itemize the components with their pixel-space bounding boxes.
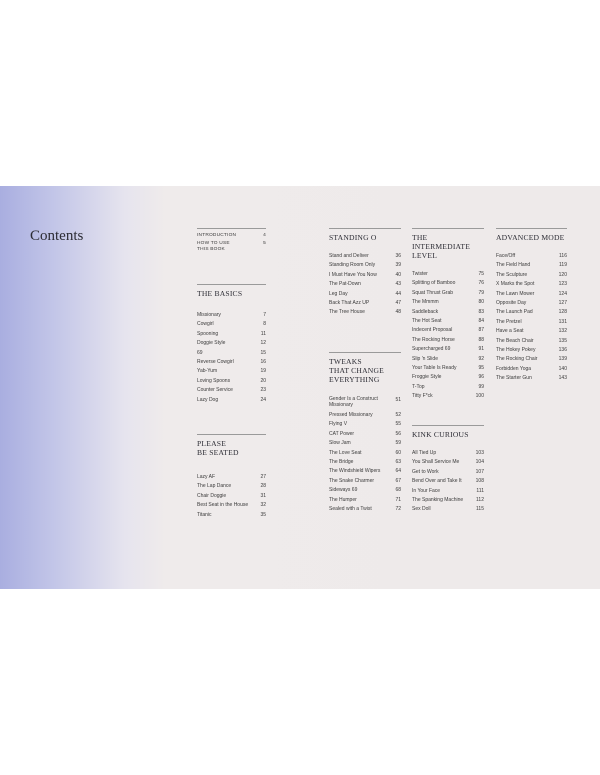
entry-label: The Windshield Wipers bbox=[329, 468, 381, 475]
entry-page: 112 bbox=[476, 497, 484, 504]
entry-page: 64 bbox=[395, 468, 401, 475]
entry-page: 91 bbox=[478, 346, 484, 353]
entry-label: Bend Over and Take It bbox=[412, 478, 462, 485]
entry-label: In Your Face bbox=[412, 487, 441, 494]
toc-entry[interactable] bbox=[412, 505, 484, 514]
entry-page: 72 bbox=[395, 506, 401, 513]
section-heading bbox=[412, 233, 484, 260]
entry-label: The Hot Seat bbox=[412, 318, 442, 325]
toc-entry[interactable] bbox=[197, 396, 266, 405]
entry-label: Spooning bbox=[197, 330, 219, 337]
entry-label: Pressed Missionary bbox=[329, 412, 373, 418]
entry-page: 31 bbox=[260, 492, 266, 499]
entry-page: 43 bbox=[395, 281, 401, 288]
toc-entry[interactable] bbox=[329, 420, 401, 429]
toc-entry[interactable] bbox=[197, 473, 266, 482]
entry-label: Loving Spoons bbox=[197, 377, 231, 384]
entry-list bbox=[197, 473, 266, 520]
heading-line: TWEAKS bbox=[329, 357, 362, 366]
section-standing bbox=[329, 228, 401, 318]
toc-entry[interactable] bbox=[412, 355, 484, 364]
toc-entry[interactable] bbox=[329, 449, 401, 458]
entry-page: 5 bbox=[263, 241, 266, 246]
entry-label: Titty F*ck bbox=[412, 393, 433, 400]
toc-entry[interactable] bbox=[412, 317, 484, 326]
toc-entry[interactable] bbox=[329, 261, 401, 270]
entry-page: 16 bbox=[260, 359, 266, 366]
toc-entry[interactable] bbox=[197, 492, 266, 501]
toc-entry[interactable] bbox=[329, 477, 401, 486]
entry-label: The Rocking Chair bbox=[496, 356, 538, 363]
entry-label: CAT Power bbox=[329, 430, 355, 437]
divider bbox=[329, 228, 401, 229]
toc-entry[interactable] bbox=[496, 308, 567, 317]
entry-label: Twister bbox=[412, 271, 428, 277]
entry-label: Splitting of Bamboo bbox=[412, 280, 456, 287]
entry-label: Lazy AF bbox=[197, 474, 216, 480]
entry-label: The Love Seat bbox=[329, 449, 362, 456]
heading-line: EVERYTHING bbox=[329, 375, 380, 384]
entry-label: The Tree House bbox=[329, 309, 365, 316]
entry-page: 143 bbox=[558, 375, 567, 382]
entry-label: The Starter Gun bbox=[496, 375, 532, 382]
toc-entry[interactable] bbox=[197, 358, 266, 367]
entry-page: 35 bbox=[260, 511, 266, 518]
entry-list bbox=[496, 252, 567, 384]
entry-page: 8 bbox=[263, 321, 266, 328]
toc-entry[interactable] bbox=[412, 336, 484, 345]
section-kink bbox=[412, 425, 484, 515]
toc-entry[interactable] bbox=[329, 467, 401, 476]
heading-line: PLEASE bbox=[197, 439, 227, 448]
entry-label: Slip 'n Slide bbox=[412, 355, 438, 362]
toc-entry[interactable] bbox=[197, 339, 266, 348]
entry-list bbox=[412, 449, 484, 515]
toc-entry[interactable] bbox=[197, 311, 266, 320]
divider bbox=[197, 434, 266, 435]
toc-entry[interactable] bbox=[329, 411, 401, 420]
entry-page: 4 bbox=[263, 233, 266, 238]
entry-label: Back That Azz UP bbox=[329, 300, 370, 307]
entry-label: The Hokey Pokey bbox=[496, 347, 536, 354]
entry-page: 75 bbox=[478, 271, 484, 277]
toc-entry[interactable] bbox=[412, 449, 484, 458]
toc-entry[interactable] bbox=[412, 345, 484, 354]
entry-label: Froggie Style bbox=[412, 374, 442, 381]
entry-page: 115 bbox=[476, 506, 484, 513]
toc-entry[interactable] bbox=[197, 349, 266, 358]
entry-label: The Pretzel bbox=[496, 318, 522, 325]
entry-label: The Lap Dance bbox=[197, 483, 232, 490]
toc-entry[interactable] bbox=[329, 496, 401, 505]
section-seated bbox=[197, 434, 266, 520]
toc-entry[interactable] bbox=[496, 318, 567, 327]
entry-page: 80 bbox=[478, 299, 484, 306]
entry-label: Squat Thrust Grab bbox=[412, 289, 454, 296]
toc-entry[interactable] bbox=[412, 308, 484, 317]
entry-page: 124 bbox=[558, 290, 567, 297]
toc-entry[interactable] bbox=[197, 330, 266, 339]
entry-page: 87 bbox=[478, 327, 484, 334]
entry-page: 52 bbox=[395, 412, 401, 418]
toc-entry[interactable] bbox=[329, 458, 401, 467]
divider bbox=[412, 425, 484, 426]
entry-label: 69 bbox=[197, 349, 203, 356]
entry-page: 79 bbox=[478, 289, 484, 296]
entry-label: Sealed with a Twist bbox=[329, 506, 372, 513]
entry-page: 44 bbox=[395, 290, 401, 297]
entry-label: Face/Off bbox=[496, 253, 516, 259]
entry-label: Missionary bbox=[197, 312, 221, 318]
entry-page: 48 bbox=[395, 309, 401, 316]
toc-entry[interactable] bbox=[496, 261, 567, 270]
entry-page: 111 bbox=[476, 487, 484, 494]
entry-label: HOW TO USE THIS BOOK bbox=[197, 241, 230, 252]
section-heading: KINK CURIOUS bbox=[412, 430, 469, 439]
entry-label: The Lawn Mower bbox=[496, 290, 535, 297]
toc-entry[interactable] bbox=[197, 233, 266, 239]
entry-page: 20 bbox=[260, 377, 266, 384]
toc-entry[interactable] bbox=[412, 279, 484, 288]
entry-label: I Must Have You Now bbox=[329, 271, 377, 278]
entry-label: The Field Hand bbox=[496, 262, 531, 269]
toc-entry[interactable] bbox=[329, 280, 401, 289]
toc-entry[interactable] bbox=[412, 392, 484, 401]
entry-label: Saddleback bbox=[412, 308, 439, 315]
entry-label: Sideways 69 bbox=[329, 487, 358, 494]
entry-label: All Tied Up bbox=[412, 450, 437, 456]
entry-page: 24 bbox=[260, 396, 266, 403]
entry-page: 36 bbox=[395, 253, 401, 259]
entry-label: Have a Seat bbox=[496, 328, 524, 335]
toc-entry[interactable] bbox=[496, 252, 567, 261]
toc-entry[interactable] bbox=[329, 430, 401, 439]
toc-entry[interactable] bbox=[329, 505, 401, 514]
intro-section bbox=[197, 228, 266, 255]
divider bbox=[329, 352, 401, 353]
divider bbox=[197, 284, 266, 285]
toc-entry[interactable] bbox=[412, 298, 484, 307]
toc-entry[interactable] bbox=[496, 290, 567, 299]
entry-page: 119 bbox=[559, 262, 567, 269]
entry-page: 128 bbox=[558, 309, 567, 316]
section-intermediate bbox=[412, 228, 484, 402]
entry-page: 12 bbox=[260, 340, 266, 347]
entry-page: 104 bbox=[475, 459, 484, 466]
entry-label: The Humper bbox=[329, 496, 357, 503]
entry-page: 60 bbox=[395, 449, 401, 456]
entry-label: Titanic bbox=[197, 511, 212, 518]
entry-list bbox=[197, 311, 266, 405]
entry-label: Lazy Dog bbox=[197, 396, 219, 403]
toc-entry[interactable] bbox=[197, 320, 266, 329]
entry-label: Slow Jam bbox=[329, 440, 351, 447]
entry-label: The Spanking Machine bbox=[412, 497, 464, 504]
entry-label: Indecent Proposal bbox=[412, 327, 453, 334]
toc-entry[interactable] bbox=[412, 326, 484, 335]
entry-page: 7 bbox=[263, 312, 266, 318]
entry-page: 131 bbox=[558, 318, 567, 325]
toc-entry[interactable] bbox=[197, 241, 266, 253]
entry-label: Leg Day bbox=[329, 290, 348, 297]
entry-label: Your Table Is Ready bbox=[412, 365, 457, 372]
toc-entry[interactable] bbox=[197, 377, 266, 386]
section-heading: ADVANCED MODE bbox=[496, 233, 565, 242]
toc-entry[interactable] bbox=[412, 468, 484, 477]
toc-entry[interactable] bbox=[329, 396, 401, 408]
entry-page: 84 bbox=[478, 318, 484, 325]
entry-label: Forbidden Yoga bbox=[496, 365, 532, 372]
entry-page: 92 bbox=[478, 355, 484, 362]
entry-page: 40 bbox=[395, 271, 401, 278]
toc-entry[interactable] bbox=[496, 374, 567, 383]
entry-page: 11 bbox=[260, 330, 266, 337]
entry-page: 28 bbox=[260, 483, 266, 490]
entry-label: Best Seat in the House bbox=[197, 502, 249, 509]
section-advanced bbox=[496, 228, 567, 384]
entry-label: The Snake Charmer bbox=[329, 477, 375, 484]
toc-entry[interactable] bbox=[329, 308, 401, 317]
toc-entry[interactable] bbox=[496, 299, 567, 308]
toc-entry[interactable] bbox=[329, 486, 401, 495]
heading-line: THAT CHANGE bbox=[329, 366, 385, 375]
entry-page: 67 bbox=[395, 477, 401, 484]
entry-label: The Beach Chair bbox=[496, 337, 534, 344]
entry-page: 51 bbox=[395, 397, 401, 403]
entry-page: 19 bbox=[260, 368, 266, 375]
entry-label: X Marks the Spot bbox=[496, 281, 535, 288]
entry-list bbox=[329, 252, 401, 318]
entry-page: 120 bbox=[558, 271, 567, 278]
toc-entry[interactable] bbox=[412, 270, 484, 279]
toc-entry[interactable] bbox=[412, 487, 484, 496]
entry-label: The Mmmm bbox=[412, 299, 439, 306]
entry-label: Yab-Yum bbox=[197, 368, 218, 375]
toc-entry[interactable] bbox=[412, 364, 484, 373]
entry-label: Doggie Style bbox=[197, 340, 226, 347]
entry-page: 76 bbox=[478, 280, 484, 287]
entry-label: You Shall Service Me bbox=[412, 459, 460, 466]
divider bbox=[412, 228, 484, 229]
entry-page: 100 bbox=[475, 393, 484, 400]
entry-page: 140 bbox=[558, 365, 567, 372]
toc-entry[interactable] bbox=[329, 290, 401, 299]
toc-entry[interactable] bbox=[329, 252, 401, 261]
toc-entry[interactable] bbox=[496, 271, 567, 280]
toc-entry[interactable] bbox=[496, 365, 567, 374]
toc-entry[interactable] bbox=[496, 355, 567, 364]
entry-page: 71 bbox=[395, 496, 401, 503]
entry-label: INTRODUCTION bbox=[197, 233, 237, 238]
section-heading bbox=[197, 439, 266, 457]
entry-label: Sex Doll bbox=[412, 506, 431, 513]
entry-label: Supercharged 69 bbox=[412, 346, 451, 353]
heading-line: LEVEL bbox=[412, 251, 438, 260]
divider bbox=[197, 228, 266, 229]
toc-entry[interactable] bbox=[197, 501, 266, 510]
toc-entry[interactable] bbox=[329, 271, 401, 280]
toc-entry[interactable] bbox=[197, 386, 266, 395]
entry-list bbox=[412, 270, 484, 402]
entry-label: The Sculpture bbox=[496, 271, 528, 278]
entry-label: Gender Is a Construct Missionary bbox=[329, 396, 378, 408]
entry-page: 83 bbox=[478, 308, 484, 315]
toc-entry[interactable] bbox=[496, 337, 567, 346]
entry-page: 27 bbox=[260, 474, 266, 480]
entry-page: 136 bbox=[558, 347, 567, 354]
entry-page: 107 bbox=[475, 468, 484, 475]
entry-page: 47 bbox=[395, 300, 401, 307]
entry-label: Flying V bbox=[329, 421, 348, 428]
section-heading bbox=[329, 357, 401, 384]
heading-line: THE INTERMEDIATE bbox=[412, 233, 471, 251]
entry-page: 132 bbox=[558, 328, 567, 335]
toc-entry[interactable] bbox=[412, 477, 484, 486]
entry-label: T-Top bbox=[412, 383, 425, 390]
entry-label: Reverse Cowgirl bbox=[197, 359, 234, 366]
toc-entry[interactable] bbox=[329, 299, 401, 308]
entry-page: 135 bbox=[558, 337, 567, 344]
entry-label: Get to Work bbox=[412, 468, 439, 475]
toc-entry[interactable] bbox=[412, 289, 484, 298]
toc-entry[interactable] bbox=[412, 373, 484, 382]
toc-entry[interactable] bbox=[329, 439, 401, 448]
toc-entry[interactable] bbox=[412, 496, 484, 505]
section-heading: STANDING O bbox=[329, 233, 377, 242]
entry-label: The Pat-Down bbox=[329, 281, 361, 288]
entry-label: Counter Service bbox=[197, 387, 233, 394]
section-tweaks bbox=[329, 352, 401, 514]
entry-list bbox=[329, 396, 401, 514]
entry-page: 15 bbox=[260, 349, 266, 356]
section-basics bbox=[197, 284, 266, 405]
section-heading: THE BASICS bbox=[197, 289, 243, 298]
entry-page: 139 bbox=[558, 356, 567, 363]
entry-page: 88 bbox=[478, 336, 484, 343]
toc-entry[interactable] bbox=[496, 327, 567, 336]
toc-entry[interactable] bbox=[197, 367, 266, 376]
entry-label: Opposite Day bbox=[496, 300, 527, 307]
page-title: Contents bbox=[30, 228, 84, 244]
toc-entry[interactable] bbox=[496, 346, 567, 355]
entry-label: Stand and Deliver bbox=[329, 253, 369, 259]
entry-page: 63 bbox=[395, 459, 401, 466]
toc-entry[interactable] bbox=[197, 511, 266, 520]
entry-page: 108 bbox=[475, 478, 484, 485]
toc-entry[interactable] bbox=[412, 458, 484, 467]
entry-page: 95 bbox=[478, 365, 484, 372]
toc-entry[interactable] bbox=[197, 482, 266, 491]
entry-label: Cowgirl bbox=[197, 321, 214, 328]
entry-page: 123 bbox=[558, 281, 567, 288]
entry-page: 39 bbox=[395, 262, 401, 269]
entry-page: 96 bbox=[478, 374, 484, 381]
divider bbox=[496, 228, 567, 229]
entry-page: 116 bbox=[559, 253, 567, 259]
entry-page: 103 bbox=[475, 450, 484, 456]
entry-page: 68 bbox=[395, 487, 401, 494]
entry-label: The Launch Pad bbox=[496, 309, 533, 316]
entry-page: 32 bbox=[260, 502, 266, 509]
toc-entry[interactable] bbox=[496, 280, 567, 289]
heading-line: BE SEATED bbox=[197, 448, 239, 457]
entry-label: The Rocking Horse bbox=[412, 336, 455, 343]
entry-label: Standing Room Only bbox=[329, 262, 376, 269]
entry-page: 23 bbox=[260, 387, 266, 394]
entry-page: 56 bbox=[395, 430, 401, 437]
entry-page: 127 bbox=[558, 300, 567, 307]
entry-label: The Bridge bbox=[329, 459, 354, 466]
toc-entry[interactable] bbox=[412, 383, 484, 392]
entry-page: 59 bbox=[395, 440, 401, 447]
entry-page: 55 bbox=[395, 421, 401, 428]
entry-page: 99 bbox=[478, 383, 484, 390]
entry-label: Chair Doggie bbox=[197, 492, 227, 499]
